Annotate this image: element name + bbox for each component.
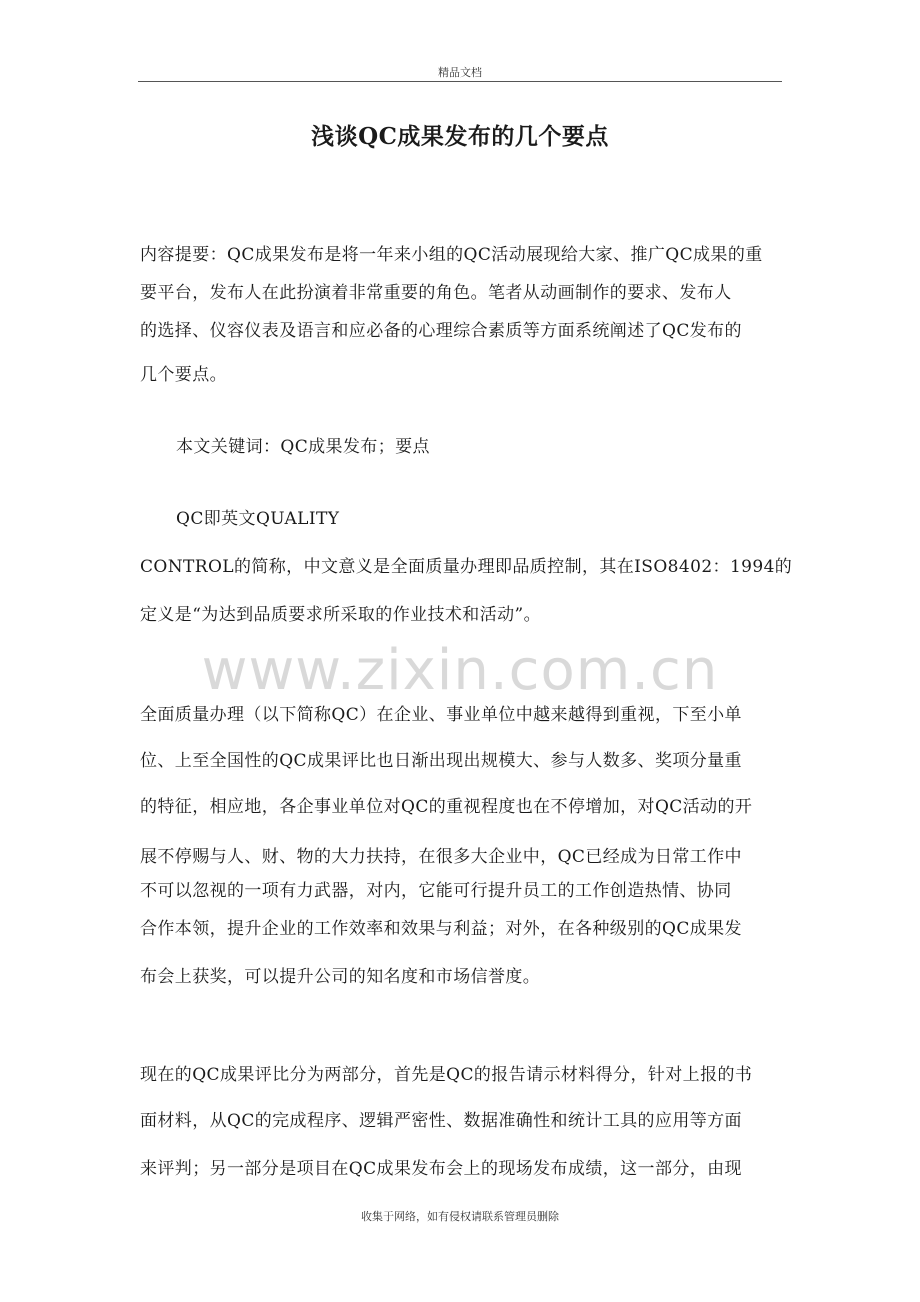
document-title: 浅谈QC成果发布的几个要点 [311, 123, 609, 150]
abstract-line: 要平台，发布人在此扮演着非常重要的角色。笔者从动画制作的要求、发布人 [140, 283, 732, 303]
abstract-line: 几个要点。 [140, 365, 227, 385]
paragraph-line: 全面质量办理（以下简称QC）在企业、事业单位中越来越得到重视，下至小单 [140, 705, 742, 725]
header-divider [138, 81, 782, 82]
paragraph-line: 展不停赐与人、财、物的大力扶持，在很多大企业中，QC已经成为日常工作中 [140, 847, 742, 867]
paragraph-line: 来评判；另一部分是项目在QC成果发布会上的现场发布成绩，这一部分，由现 [140, 1159, 742, 1179]
page-header-label: 精品文档 [438, 66, 482, 79]
definition-line: 定义是“为达到品质要求所采取的作业技术和活动”。 [140, 605, 541, 625]
paragraph-line: 合作本领，提升企业的工作效率和效果与利益；对外，在各种级别的QC成果发 [140, 919, 742, 939]
page-footer-label: 收集于网络，如有侵权请联系管理员删除 [361, 1210, 559, 1223]
paragraph-line: 不可以忽视的一项有力武器，对内，它能可行提升员工的工作创造热情、协同 [140, 881, 732, 901]
paragraph-line: 的特征，相应地，各企事业单位对QC的重视程度也在不停增加，对QC活动的开 [140, 797, 753, 817]
paragraph-line: 布会上获奖，可以提升公司的知名度和市场信誉度。 [140, 967, 541, 987]
paragraph-line: 位、上至全国性的QC成果评比也日渐出现出规模大、参与人数多、奖项分量重 [140, 751, 742, 771]
paragraph-line: 面材料，从QC的完成程序、逻辑严密性、数据准确性和统计工具的应用等方面 [140, 1111, 742, 1131]
abstract-line: 内容提要：QC成果发布是将一年来小组的QC活动展现给大家、推广QC成果的重 [140, 245, 763, 265]
watermark: www.zixin.com.cn [201, 638, 719, 703]
paragraph-line: 现在的QC成果评比分为两部分，首先是QC的报告请示材料得分，针对上报的书 [140, 1065, 753, 1085]
keywords-line: 本文关键词：QC成果发布；要点 [176, 437, 430, 457]
definition-line: QC即英文QUALITY [176, 509, 340, 529]
definition-line: CONTROL的简称，中文意义是全面质量办理即品质控制，其在ISO8402：1994的 [140, 557, 793, 577]
abstract-line: 的选择、仪容仪表及语言和应必备的心理综合素质等方面系统阐述了QC发布的 [140, 321, 742, 341]
